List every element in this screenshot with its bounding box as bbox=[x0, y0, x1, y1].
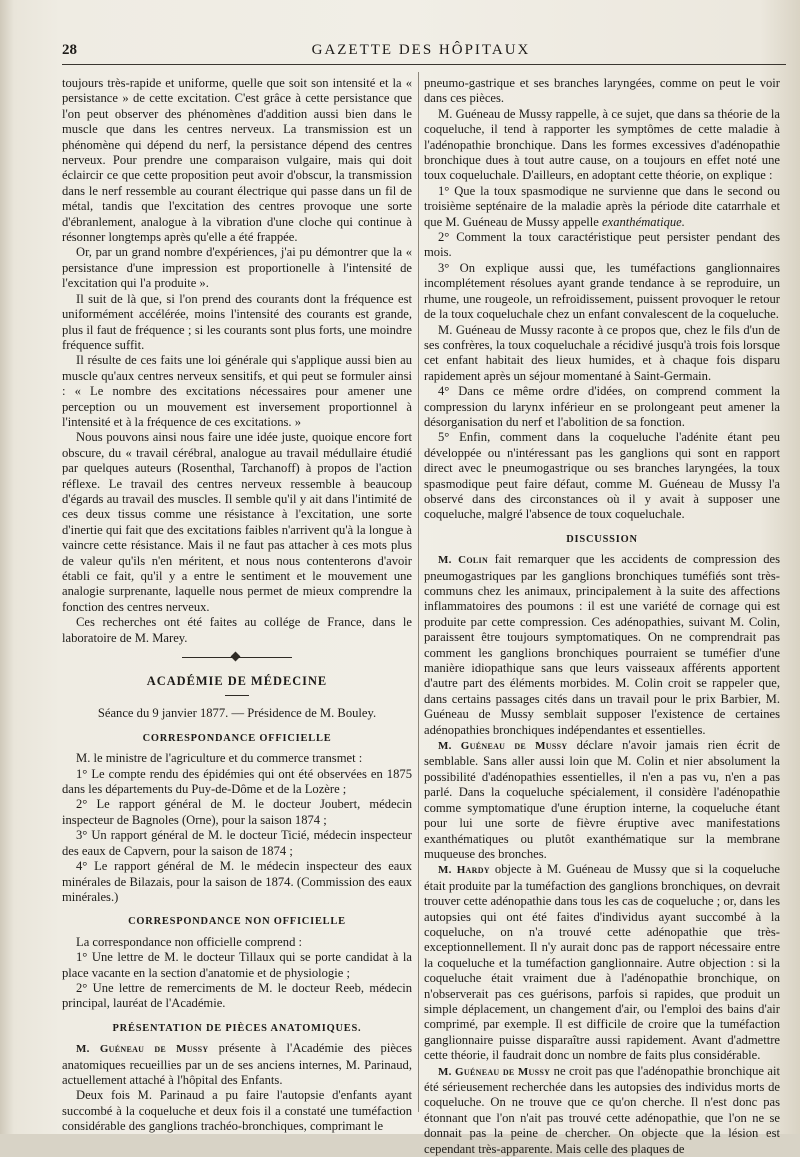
paragraph: Ces recherches ont été faites au collége de France, dans le laboratoire de M. Marey. bbox=[62, 615, 412, 645]
paragraph: La correspondance non officielle comprend : bbox=[76, 934, 303, 949]
list-item: 3° Un rapport général de M. le docteur Ticié, médecin inspecteur des eaux de Capvern, pour la saison de 1874 ; bbox=[62, 828, 412, 858]
paragraph: Il suit de là que, si l'on prend des courants dont la fréquence est uniformément accélérée, moins l'intensité des courants est grande, plus il faut de fréquence ; si les courants sont plus forts, une moindre fréquence suffit. bbox=[62, 291, 412, 352]
paragraph bbox=[424, 1064, 780, 1157]
list-item: 2° Le rapport général de M. le docteur Joubert, médecin inspecteur de Bagnoles (Orne), pour la saison 1874 ; bbox=[62, 797, 412, 827]
paragraph bbox=[424, 552, 780, 738]
subhead-correspondance-non-officielle: CORRESPONDANCE NON OFFICIELLE bbox=[128, 916, 346, 928]
list-item: 1° Une lettre de M. le docteur Tillaux qui se porte candidat à la place vacante en la section d'anatomie et de physiologie ; bbox=[62, 950, 412, 980]
emphasis-text: exanthématique. bbox=[602, 214, 685, 229]
paragraph-text: objecte à M. Guéneau de Mussy que si la coqueluche était produite par la tuméfaction des ganglions bronchiques, on devrait trouver cette adénopathie dans tous les cas de coqueluche ; or, dans les autopsies qui ont été faites d'individus ayant succombé à la coqueluche, on n'a trouvé cette adénopathie que très-exceptionnellement. Il n'y aurait donc pas de rapport nécessaire entre la coqueluche et la tuméfaction ganglionnaire. Autre objection : si la coqueluche était vraiment due à l'adénopathie bronchique, on n'observerait pas ces guérisons, parfois si rapides, que produit un simple déplacement, un changement d'air, ou l'emploi des bains d'air comprimé, par exemple. Il est difficile de croire que la tuméfaction ganglionnaire puisse disparaître aussi rapidement. Avant d'admettre cette théorie, il faudrait donc un nombre de faits plus considérable. bbox=[424, 862, 780, 1063]
speaker-name: M. Hardy bbox=[438, 864, 490, 877]
paragraph-text: présente à l'Académie des pièces anatomiques recueillies par un de ses anciens internes, M. Parinaud, actuellement attaché à l'hôpital des Enfants. bbox=[62, 1041, 412, 1087]
speaker-name: M. Guéneau de Mussy bbox=[438, 1065, 551, 1078]
academie-title: ACADÉMIE DE MÉDECINE bbox=[146, 674, 328, 689]
paragraph: Deux fois M. Parinaud a pu faire l'autopsie d'enfants ayant succombé à la coqueluche et deux fois il a constaté une tuméfaction considérable des ganglions trachéo-bronchiques, comprimant le bbox=[62, 1088, 412, 1134]
ornament-diamond bbox=[231, 652, 241, 662]
paragraph: pneumo-gastrique et ses branches laryngées, comme on peut le voir dans ces pièces. bbox=[424, 76, 780, 106]
paragraph: Or, par un grand nombre d'expériences, j'ai pu démontrer que la « persistance d'une impression est proportionelle à l'intensité de l'excitation qui l'a produite ». bbox=[62, 245, 412, 291]
left-column bbox=[62, 76, 412, 1134]
paragraph: 4° Dans ce même ordre d'idées, on comprend comment la compression du larynx inférieur en se prolongeant peut amener la désorganisation du nerf et l'abolition de sa fonction. bbox=[424, 384, 780, 429]
list-item: 1° Le compte rendu des épidémies qui ont été observées en 1875 dans les départements du Puy-de-Dôme et de la Lozère ; bbox=[62, 766, 412, 797]
header-rule bbox=[62, 64, 786, 65]
paragraph bbox=[62, 1041, 412, 1088]
list-item: 4° Le rapport général de M. le médecin inspecteur des eaux minérales de Bilazais, pour la saison de 1874. (Commission des eaux minérales.) bbox=[62, 859, 412, 904]
paragraph: M. le ministre de l'agriculture et du commerce transmet : bbox=[76, 751, 363, 766]
paragraph: M. Guéneau de Mussy rappelle, à ce sujet, que dans sa théorie de la coqueluche, il tend à rapporter les symptômes de cette maladie à l'adénopathie bronchique. Dans les formes excessives d'adénopathie bronchique dues à tout autre cause, on a toujours en effet noté une toux coqueluchale. D'ailleurs, en adoptant cette théorie, on explique : bbox=[424, 106, 780, 183]
subhead-discussion: DISCUSSION bbox=[566, 533, 638, 545]
paragraph bbox=[424, 738, 780, 862]
paragraph-text: fait remarquer que les accidents de compression des pneumogastriques par les ganglions bronchiques tuméfiés sont très-communs chez les animaux, principalement à la suite des affections inflammatoires des poumons : il est une variété de cornage qui est produite par cette compression. Ces adénopathies, suivant M. Colin, paraissent être toujours symptomatiques. On ne comprendrait pas comment les ganglions bronchiques pourraient se tuméfier d'une manière idiopathique sans que leurs vaisseaux afférents apportent d'autre part des éléments morbides. M. Colin croit se rappeler que, dans certains passages cités dans un travail pour le prix Barbier, M. Guéneau de Mussy semblait supposer l'existence de certaines adénopathies bronchiques indépendantes et essentielles. bbox=[424, 552, 780, 737]
column-divider bbox=[418, 72, 419, 1112]
subhead-presentation: PRÉSENTATION DE PIÈCES ANATOMIQUES. bbox=[112, 1022, 362, 1034]
paragraph: M. Guéneau de Mussy raconte à ce propos que, chez le fils d'un de ses confrères, la toux coqueluchale a récidivé jusqu'à trois fois lorsque cet enfant habitait des lieux humides, et à chaque fois disparu rapidement après un séjour momentané à Saint-Germain. bbox=[424, 322, 780, 383]
title-rule bbox=[225, 695, 249, 696]
paragraph: toujours très-rapide et uniforme, quelle que soit son intensité et la « persistance » de cette excitation. C'est grâce à cette persistance que l'on peut observer des phénomènes d'addition aussi bien dans le muscle que dans les centres nerveux. La transmission est un phénomène qui dépend du nerf, la persistance dépend des centres nerveux. Pour prendre une comparaison vulgaire, mais qui doit éclaircir ce que cette proposition peut avoir d'obscur, la transmission dans le nerf ressemble au courant électrique qui passe dans un fil de métal, tandis que l'excitation des centres provoque une sorte d'ébranlement, analogue à la vibration d'une cloche qui continue à résonner longtemps après qu'elle a été frappée. bbox=[62, 76, 412, 245]
paragraph: Il résulte de ces faits une loi générale qui s'applique aussi bien au muscle qu'aux centres nerveux sensitifs, et qui peut se formuler ainsi : « Le nombre des excitations nécessaires pour amener une perception ou un mouvement est inversement proportionnel à l'intensité et à la fréquence de ces excitations. » bbox=[62, 353, 412, 429]
paragraph-text: déclare n'avoir jamais rien écrit de semblable. Sans aller aussi loin que M. Colin et nier absolument la possibilité d'adénopathies essentielles, il n'en a pas vu, n'en a pas parlé. Dans la coqueluche spécialement, il considère l'adénopathie comme symptomatique d'une éruption interne, la coqueluche étant pour lui une sorte de fièvre éruptive avec manifestations exanthématiques ou plutôt exanthématique sur la membrane muqueuse des bronches. bbox=[424, 738, 781, 861]
paragraph bbox=[424, 184, 780, 230]
paragraph: 5° Enfin, comment dans la coqueluche l'adénite étant peu développée ou n'intéressant pas les ganglions qui sont en rapport direct avec le pneumogastrique ou ses branches laryngées, la toux spasmodique peut faire défaut, comme M. Guéneau de Mussy l'a observé dans des circonstances où il y avait à supposer une coqueluche, malgré l'absence de toux coqueluchale. bbox=[424, 430, 780, 522]
list-item: 2° Une lettre de remerciments de M. le docteur Reeb, médecin principal, lauréat de l'Académie. bbox=[62, 980, 412, 1011]
speaker-name: M. Colin bbox=[438, 554, 489, 567]
paragraph: Nous pouvons ainsi nous faire une idée juste, quoique encore fort obscure, du « travail cérébral, analogue au travail médullaire étudié par quelques auteurs (Rosenthal, Tarchanoff) à propos de l'action réflexe. Le travail des centres nerveux ressemble à beaucoup d'égards au travail des muscles. Il semble qu'il y ait dans l'intimité de ces deux tissus comme une résistance à l'excitation, une sorte d'inertie qui fait que des excitations faibles n'arrivent qu'à la longue à vaincre cette résistance. Mais il ne faut pas attacher à ces mots plus de valeur qu'ils n'en méritent, et nous nous contenterons d'avoir établi ce fait, qu'il y a entre le sentiment et le mouvement une analogie surprenante, laquelle nous permet de mieux comprendre la fonction des centres nerveux. bbox=[62, 430, 412, 614]
subhead-correspondance-officielle: CORRESPONDANCE OFFICIELLE bbox=[142, 732, 332, 744]
paragraph bbox=[424, 862, 780, 1063]
paragraph-text: ne croit pas que l'adénopathie bronchique ait été sérieusement recherchée dans les autopsies des individus morts de coqueluche. On ne trouve que ce qu'on cherche. Il n'est donc pas étonnant que l'on n'ait pas trouvé cette adénopathie, que l'on ne se donnait pas la peine de chercher. On objecte que la lésion est cependant très-apparente. Mais celle des plaques de bbox=[424, 1063, 780, 1156]
right-column bbox=[424, 76, 781, 1156]
page-header bbox=[62, 38, 780, 64]
seance-line: Séance du 9 janvier 1877. — Présidence de M. Bouley. bbox=[97, 706, 377, 721]
running-title: GAZETTE DES HÔPITAUX bbox=[311, 42, 531, 58]
section-ornament bbox=[62, 652, 412, 662]
speaker-name: M. Guéneau de Mussy bbox=[76, 1043, 209, 1056]
speaker-name: M. Guéneau de Mussy bbox=[438, 740, 568, 753]
paragraph: 3° On explique aussi que, les tuméfactions ganglionnaires incomplétement résolues ayant grande tendance à se reproduire, un rhume, une rougeole, un refroidissement, puissent provoquer le retour de la toux coqueluchale chez un enfant convalescent de la coqueluche. bbox=[424, 260, 780, 322]
page-number: 28 bbox=[62, 42, 77, 58]
paragraph-text: 1° Que la toux spasmodique ne survienne que dans le second ou troisième septénaire de la maladie après la période dite catarrhale et que M. Guéneau de Mussy appelle bbox=[424, 183, 780, 229]
paragraph: 2° Comment la toux caractéristique peut persister pendant des mois. bbox=[424, 230, 780, 260]
